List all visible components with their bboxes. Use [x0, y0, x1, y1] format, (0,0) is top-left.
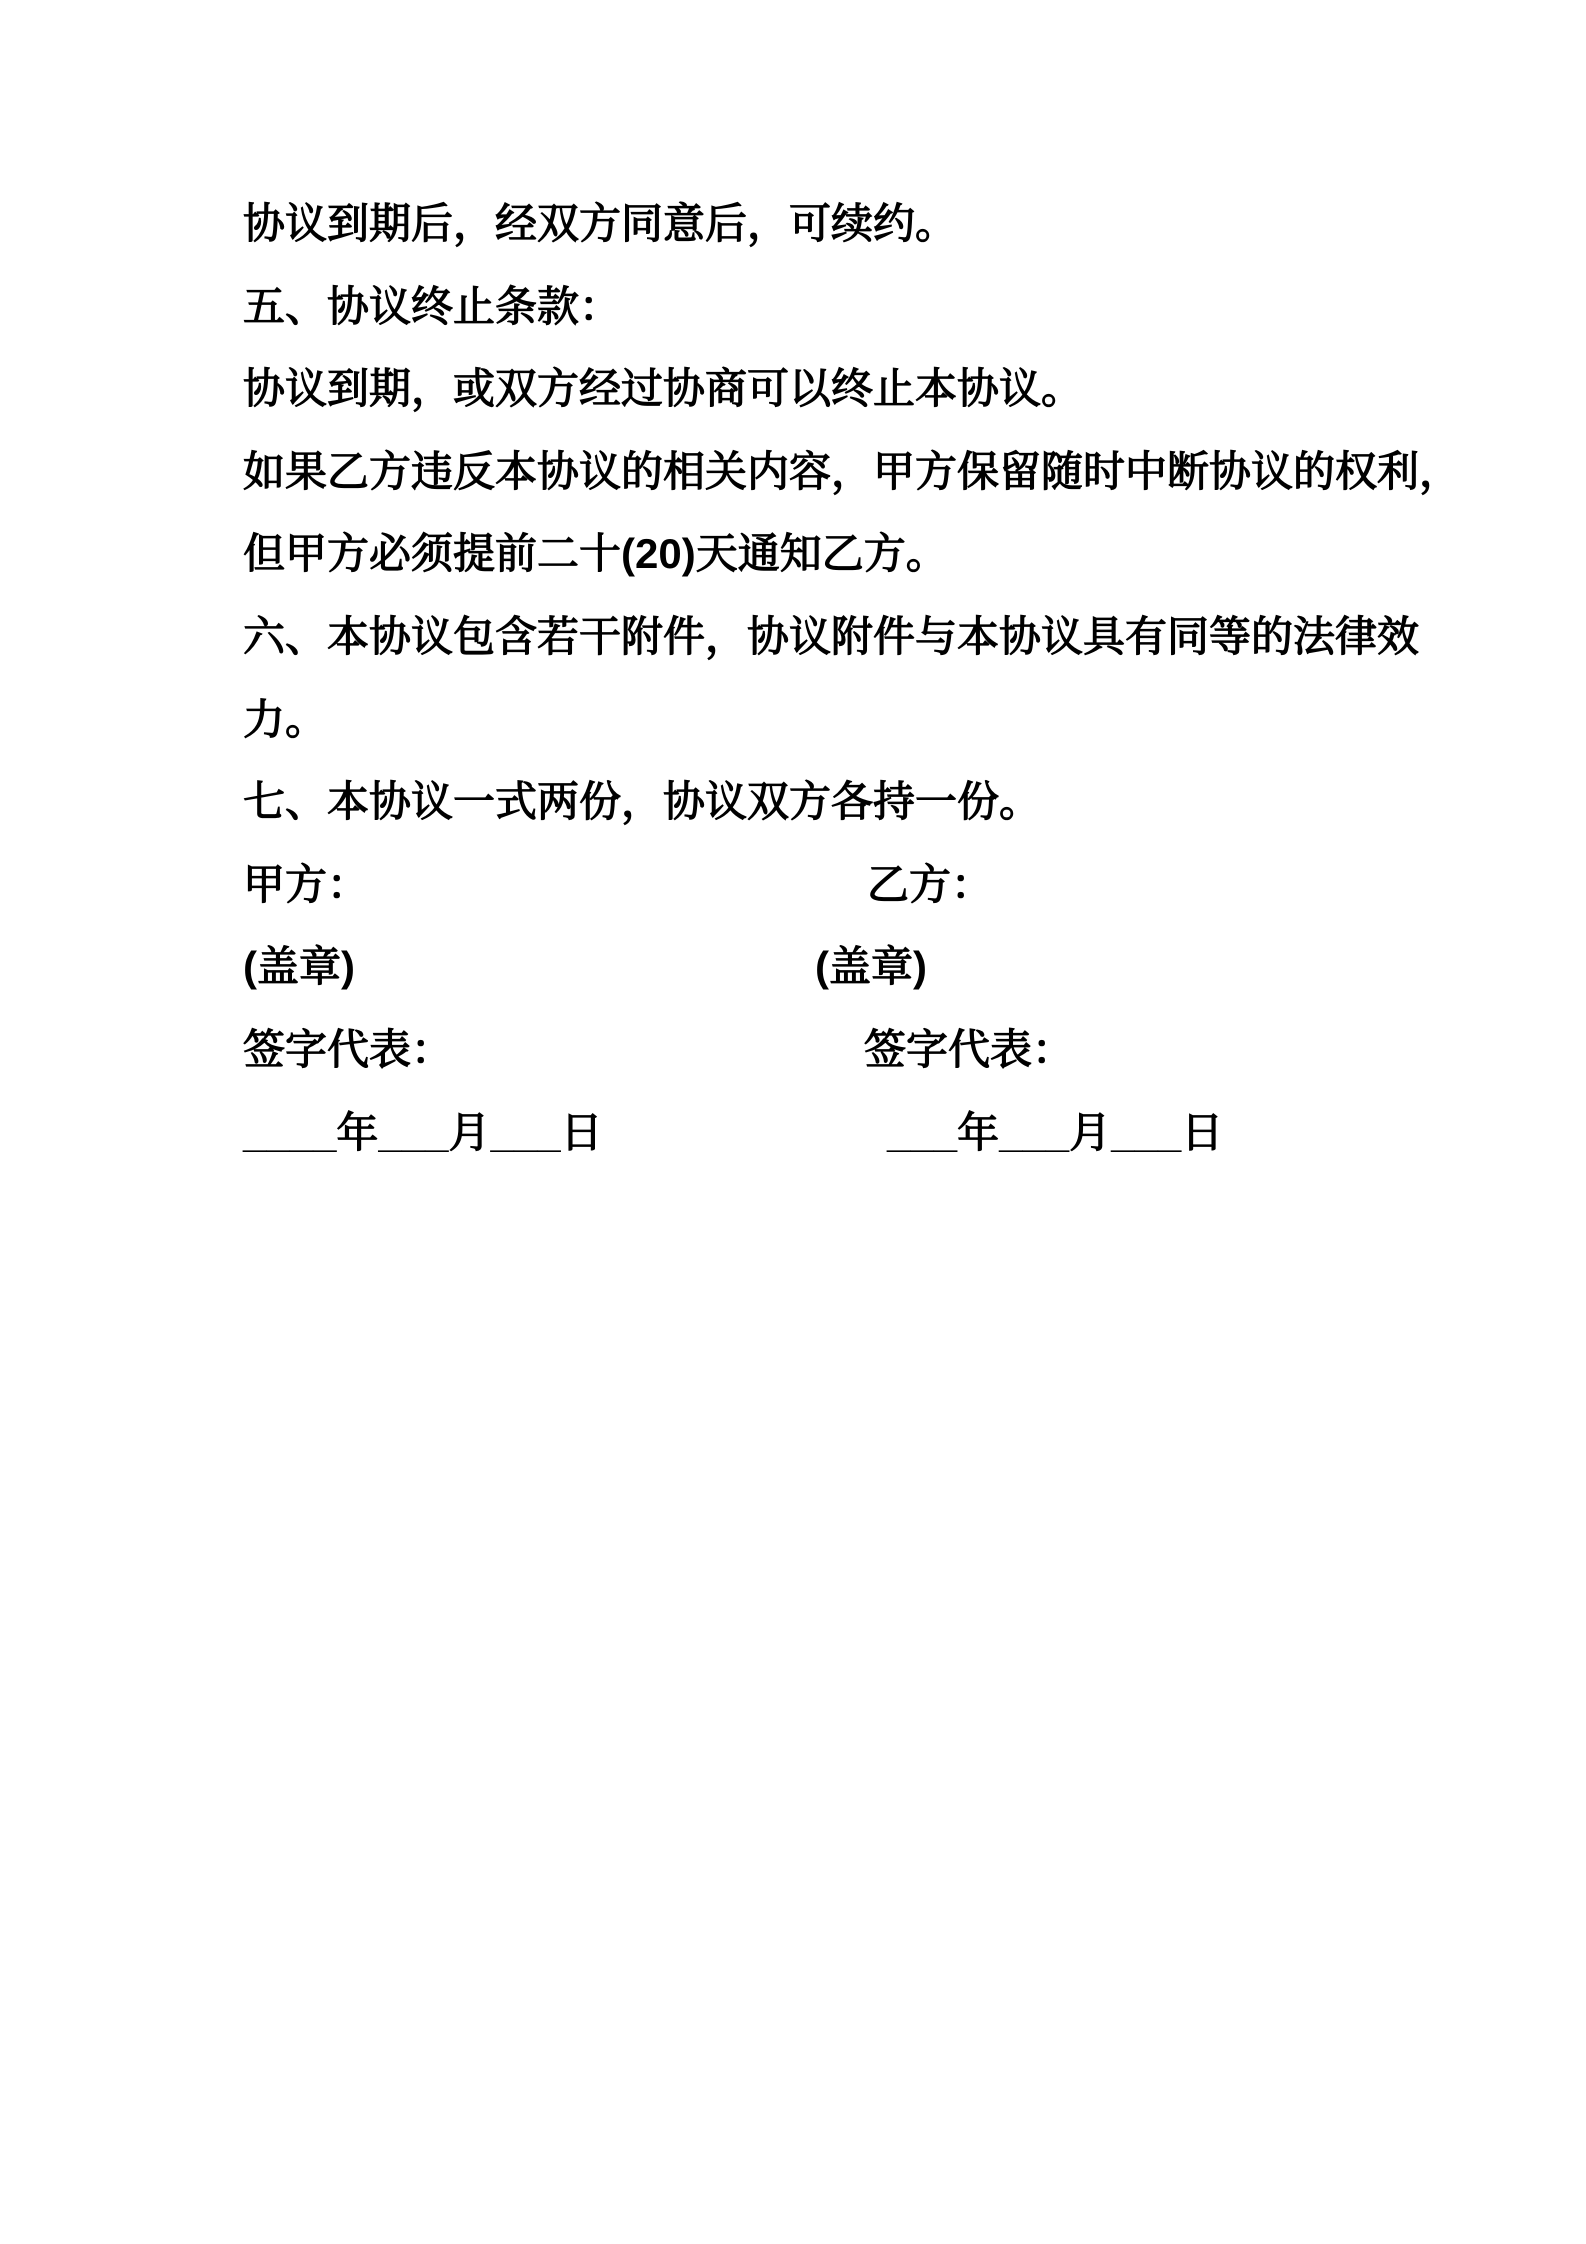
line-clause-6-part-2: 力。	[243, 695, 328, 743]
signature-row-dates	[243, 1092, 1533, 1175]
line-breach-clause-part-2: 但甲方必须提前二十(20)天通知乙方。	[243, 530, 948, 578]
line-renewal-clause: 协议到期后，经双方同意后，可续约。	[243, 200, 958, 247]
heading-clause-5: 五、协议终止条款：	[243, 282, 622, 330]
party-b-label: 乙方：	[867, 860, 994, 908]
signature-row-seals	[243, 926, 1533, 1009]
signature-row-parties	[243, 844, 1533, 927]
party-a-seal-label: (盖章)	[243, 943, 355, 991]
signature-row-signers	[243, 1009, 1533, 1092]
party-b-seal-label: (盖章)	[815, 943, 927, 991]
line-clause-7: 七、本协议一式两份，协议双方各持一份。	[243, 778, 1042, 826]
line-clause-6-part-1: 六、本协议包含若干附件，协议附件与本协议具有同等的法律效	[243, 612, 1420, 660]
party-a-signer-label: 签字代表：	[243, 1025, 454, 1073]
party-a-label: 甲方：	[243, 860, 370, 908]
line-termination-clause: 协议到期，或双方经过协商可以终止本协议。	[243, 365, 1084, 413]
line-breach-clause-part-1: 如果乙方违反本协议的相关内容，甲方保留随时中断协议的权利，	[243, 447, 1462, 495]
party-b-signer-label: 签字代表：	[864, 1025, 1075, 1073]
document-body	[243, 183, 1533, 1174]
party-a-date-line: ____年___月___日	[243, 1108, 603, 1156]
party-b-date-line: ___年___月___日	[887, 1108, 1224, 1156]
